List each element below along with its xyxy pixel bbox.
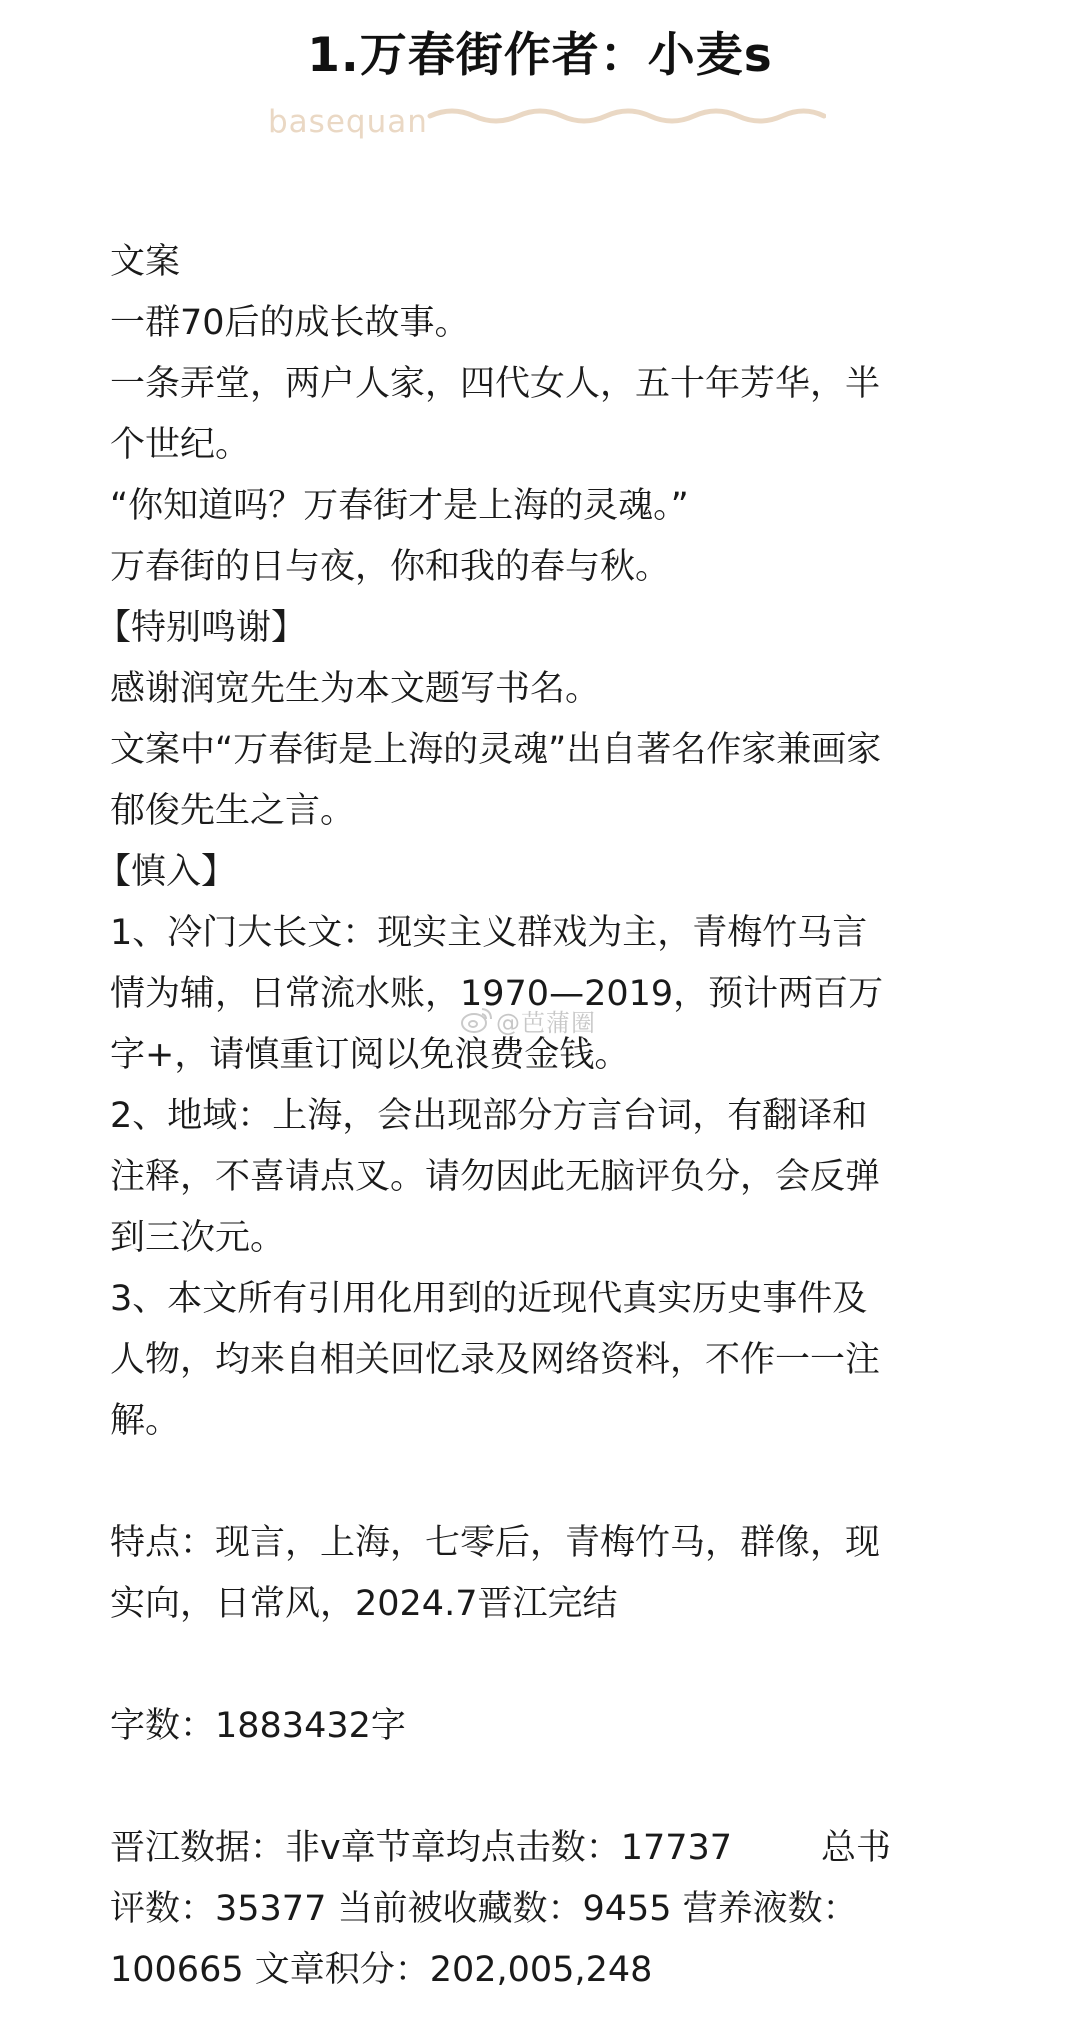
wave-decoration-icon bbox=[426, 96, 826, 152]
brand-decoration bbox=[268, 96, 828, 152]
text-line: 注释，不喜请点叉。请勿因此无脑评负分，会反弹 bbox=[110, 1157, 881, 1197]
stats-line: 晋江数据：非v章节章均点击数：17737 总书 bbox=[110, 1828, 892, 1868]
blank-line bbox=[110, 1635, 980, 1696]
blank-line bbox=[110, 1757, 980, 1818]
watermark-text: @芭蒲圈 bbox=[496, 1008, 596, 1037]
brand-text: basequan bbox=[268, 104, 428, 140]
weibo-icon bbox=[460, 1005, 494, 1035]
text-line: 一群70后的成长故事。 bbox=[110, 303, 470, 343]
text-line: 文案 bbox=[110, 242, 181, 282]
text-line: “你知道吗？万春街才是上海的灵魂。” bbox=[110, 486, 689, 526]
watermark bbox=[460, 1000, 596, 1040]
text-line: 一条弄堂，两户人家，四代女人，五十年芳华，半 bbox=[110, 364, 881, 404]
stats-line: 评数：35377 当前被收藏数：9455 营养液数： bbox=[110, 1889, 858, 1929]
text-line: 到三次元。 bbox=[110, 1218, 286, 1258]
synopsis-body bbox=[96, 232, 980, 2001]
text-line: 情为辅，日常流水账，1970—2019，预计两百万 bbox=[110, 974, 884, 1014]
text-line: 1、冷门大长文：现实主义群戏为主，青梅竹马言 bbox=[110, 913, 868, 953]
text-line: 特点：现言，上海，七零后，青梅竹马，群像，现 bbox=[110, 1523, 881, 1563]
text-line: 人物，均来自相关回忆录及网络资料，不作一一注 bbox=[110, 1340, 881, 1380]
text-line: 3、本文所有引用化用到的近现代真实历史事件及 bbox=[110, 1279, 868, 1319]
section-heading-caution: 【慎入】 bbox=[96, 852, 237, 892]
text-line: 2、地域：上海，会出现部分方言台词，有翻译和 bbox=[110, 1096, 868, 1136]
text-line: 字+，请慎重订阅以免浪费金钱。 bbox=[110, 1035, 630, 1075]
text-line: 郁俊先生之言。 bbox=[110, 791, 356, 831]
text-line: 实向，日常风，2024.7晋江完结 bbox=[110, 1584, 618, 1624]
blank-line bbox=[110, 1452, 980, 1513]
text-line: 感谢润宽先生为本文题写书名。 bbox=[110, 669, 601, 709]
word-count-line: 字数：1883432字 bbox=[110, 1706, 406, 1746]
stats-line: 100665 文章积分：202,005,248 bbox=[110, 1950, 653, 1990]
text-line: 个世纪。 bbox=[110, 425, 251, 465]
text-line: 文案中“万春街是上海的灵魂”出自著名作家兼画家 bbox=[110, 730, 882, 770]
page-title: 1.万春街作者：小麦s bbox=[307, 28, 773, 83]
text-line: 解。 bbox=[110, 1401, 181, 1441]
section-heading-thanks: 【特别鸣谢】 bbox=[96, 608, 307, 648]
text-line: 万春街的日与夜，你和我的春与秋。 bbox=[110, 547, 671, 587]
